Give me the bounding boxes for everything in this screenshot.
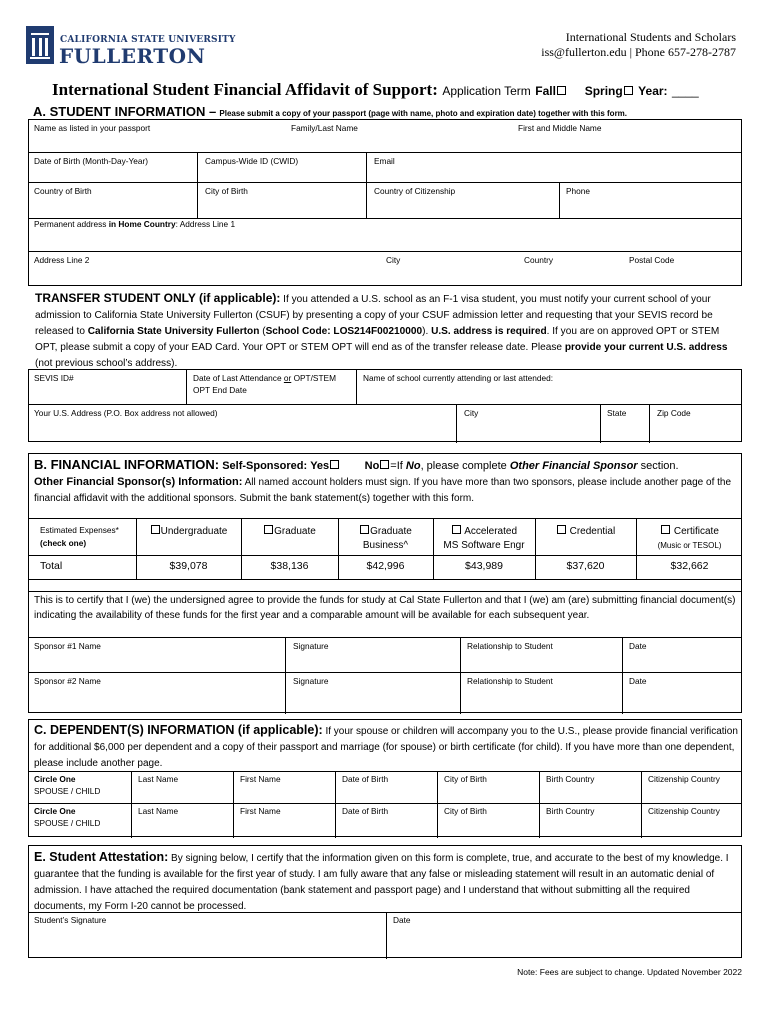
transfer-box — [28, 369, 742, 442]
section-c-paragraph: C. DEPENDENT(S) INFORMATION (if applicable): If your spouse or children will accompany you to the U.S., please provide financial verification for additional $6,000 per dependent and a copy of their passport and marriage (for spouse) or birth certificate (for child). If you have more than one dependent, please include another page. — [34, 723, 738, 769]
dependent-1-birth-country-label: Birth Country — [546, 774, 595, 784]
country-of-birth-label: Country of Birth — [34, 186, 92, 196]
office-name: International Students and Scholars — [565, 30, 736, 44]
spring-checkbox[interactable] — [624, 86, 633, 95]
transfer-paragraph: TRANSFER STUDENT ONLY (if applicable): If you attended a U.S. school as an F-1 visa student, you must notify your current school of your admission to California State University Fullerton (CSUF) by presenting a copy of your CSUF admission letter and requesting that your SEVIS record be released to California State University Fullerton (School Code: LOS214F00210000). U.S. address is required. If you are on approved OPT or STEM OPT, please submit a copy of your EAD Card. Your OPT or STEM OPT will end as of the transfer release date. Please provide your current U.S. address (not previous school’s address). — [35, 291, 728, 369]
permanent-address-label: Permanent address in Home Country: Address Line 1 — [34, 219, 236, 229]
self-sponsored-yes-checkbox[interactable] — [330, 460, 339, 469]
undergraduate-option[interactable]: Undergraduate — [136, 525, 241, 539]
logo-university-text: CALIFORNIA STATE UNIVERSITY — [60, 35, 236, 45]
dependent-1-dob-label: Date of Birth — [342, 774, 389, 784]
certificate-total: $32,662 — [670, 560, 709, 572]
graduate-option[interactable]: Graduate — [241, 525, 338, 539]
total-label: Total — [40, 560, 63, 572]
dependent-1-citizenship-label: Citizenship Country — [648, 774, 720, 784]
zip-code-label: Zip Code — [657, 408, 691, 418]
dependent-2-citizenship-label: Citizenship Country — [648, 806, 720, 816]
estimated-expenses-label: Estimated Expenses* — [40, 525, 119, 535]
accelerated-ms-checkbox — [452, 525, 461, 534]
opt-end-label: OPT End Date — [193, 385, 247, 395]
year-blank[interactable]: ____ — [671, 84, 699, 98]
dependent-2-spouse-child[interactable]: SPOUSE / CHILD — [34, 818, 101, 828]
dependent-2-last-name-label: Last Name — [138, 806, 179, 816]
us-state-label: State — [607, 408, 627, 418]
accelerated-ms-total: $43,989 — [465, 560, 503, 572]
financial-info-box — [28, 453, 742, 713]
graduate-checkbox — [264, 525, 273, 534]
dependent-2-circle-label: Circle One — [34, 806, 76, 816]
graduate-business-checkbox — [360, 525, 369, 534]
undergraduate-total: $39,078 — [169, 560, 208, 572]
first-middle-name-label: First and Middle Name — [518, 123, 602, 133]
term-label: Application Term — [442, 84, 531, 98]
dependent-1-last-name-label: Last Name — [138, 774, 179, 784]
certificate-checkbox — [661, 525, 670, 534]
city-label: City — [386, 255, 401, 265]
graduate-total: $38,136 — [270, 560, 309, 572]
accelerated-ms-option[interactable]: Accelerated MS Software Engr — [443, 526, 525, 551]
sponsor-2-relationship-label: Relationship to Student — [467, 676, 553, 686]
dependent-2-birth-country-label: Birth Country — [546, 806, 595, 816]
transfer-heading: TRANSFER STUDENT ONLY (if applicable): — [35, 291, 281, 305]
year-label: Year: — [638, 84, 668, 98]
credential-total: $37,620 — [566, 560, 605, 572]
form-title — [52, 80, 699, 100]
logo-campus-text: FULLERTON — [59, 44, 206, 68]
dependent-1-spouse-child[interactable]: SPOUSE / CHILD — [34, 786, 101, 796]
us-address-label: Your U.S. Address (P.O. Box address not allowed) — [34, 408, 218, 418]
school-name-label: Name of school currently attending or last attended: — [363, 373, 554, 383]
dependent-1-first-name-label: First Name — [240, 774, 281, 784]
family-name-label: Family/Last Name — [291, 123, 358, 133]
sponsor-1-relationship-label: Relationship to Student — [467, 641, 553, 651]
dob-label: Date of Birth (Month-Day-Year) — [34, 156, 149, 166]
phone-label: Phone — [566, 186, 590, 196]
country-label: Country — [524, 255, 554, 265]
check-one-label: (check one) — [40, 538, 87, 548]
dependent-1-city-of-birth-label: City of Birth — [444, 774, 487, 784]
student-info-box — [28, 119, 742, 286]
university-seal-icon — [26, 26, 54, 64]
credential-option[interactable]: Credential — [535, 525, 636, 539]
dependent-info-box — [28, 719, 742, 837]
sponsor-1-date-label: Date — [629, 641, 647, 651]
fall-label: Fall — [535, 84, 556, 98]
city-of-birth-label: City of Birth — [205, 186, 248, 196]
undergraduate-checkbox — [151, 525, 160, 534]
graduate-business-option[interactable]: Graduate Business^ — [338, 525, 433, 553]
sponsor-2-signature-label: Signature — [293, 676, 329, 686]
name-label: Name as listed in your passport — [34, 123, 151, 133]
attestation-box — [28, 845, 742, 958]
section-a-heading: A. STUDENT INFORMATION – Please submit a copy of your passport (page with name, photo and expiration date) together with this form. — [33, 104, 628, 119]
spring-label: Spring — [584, 84, 623, 98]
passport-instruction: Please submit a copy of your passport (page with name, photo and expiration date) together with this form. — [219, 109, 628, 118]
email-label: Email — [374, 156, 395, 166]
section-b-heading: B. FINANCIAL INFORMATION: Self-Sponsored: Yes No =If No, please complete Other Financial Sponsor section. — [34, 457, 679, 472]
last-attendance-label: Date of Last Attendance or OPT/STEM — [193, 373, 336, 383]
other-sponsor-paragraph: Other Financial Sponsor(s) Information: All named account holders must sign. If you have more than two sponsors, please include another page of the financial affidavit with the additional sponsors. Submit the bank statement(s) together with this form. — [34, 476, 732, 504]
contact-line: iss@fullerton.edu | Phone 657-278-2787 — [541, 45, 736, 59]
dependent-2-first-name-label: First Name — [240, 806, 281, 816]
us-city-label: City — [464, 408, 479, 418]
sevis-id-label: SEVIS ID# — [34, 373, 74, 383]
postal-code-label: Postal Code — [629, 255, 675, 265]
certificate-option[interactable]: Certificate (Music or TESOL) — [657, 526, 722, 550]
cwid-label: Campus-Wide ID (CWID) — [205, 156, 299, 166]
section-c-heading: C. DEPENDENT(S) INFORMATION (if applicable): — [34, 723, 323, 737]
student-date-label: Date — [393, 915, 411, 925]
title-main: International Student Financial Affidavit of Support: — [52, 80, 438, 99]
dependent-1-circle-label: Circle One — [34, 774, 76, 784]
dependent-2-dob-label: Date of Birth — [342, 806, 389, 816]
student-signature-label: Student’s Signature — [34, 915, 107, 925]
self-sponsored-no-checkbox[interactable] — [380, 460, 389, 469]
sponsor-2-name-label: Sponsor #2 Name — [34, 676, 101, 686]
certification-paragraph: This is to certify that I (we) the undersigned agree to provide the funds for study at Cal State Fullerton and that I (we) am (are) submitting financial document(s) indicating the availability of these funds for the first year and a comparable amount will be available for each subsequent year. — [34, 595, 736, 621]
credential-checkbox — [557, 525, 566, 534]
footer-note: Note: Fees are subject to change. Updated November 2022 — [517, 967, 742, 977]
sponsor-2-date-label: Date — [629, 676, 647, 686]
graduate-business-total: $42,996 — [366, 560, 405, 572]
address-line-2-label: Address Line 2 — [34, 255, 90, 265]
sponsor-1-signature-label: Signature — [293, 641, 329, 651]
section-e-heading: E. Student Attestation: — [34, 850, 169, 864]
sponsor-1-name-label: Sponsor #1 Name — [34, 641, 101, 651]
attestation-paragraph: E. Student Attestation: By signing below, I certify that the information given on this form is complete, true, and accurate to the best of my knowledge. I guarantee that the funding is available for the first year of study. I am fully aware that any false or misleading statement will result in an automatic denial of admission. I have attached the required documentation (bank statement and passport page) and I understand that without submitting all the required documents, my Form I-20 cannot be processed. — [34, 850, 729, 912]
citizenship-label: Country of Citizenship — [374, 186, 456, 196]
dependent-2-city-of-birth-label: City of Birth — [444, 806, 487, 816]
fall-checkbox[interactable] — [557, 86, 566, 95]
